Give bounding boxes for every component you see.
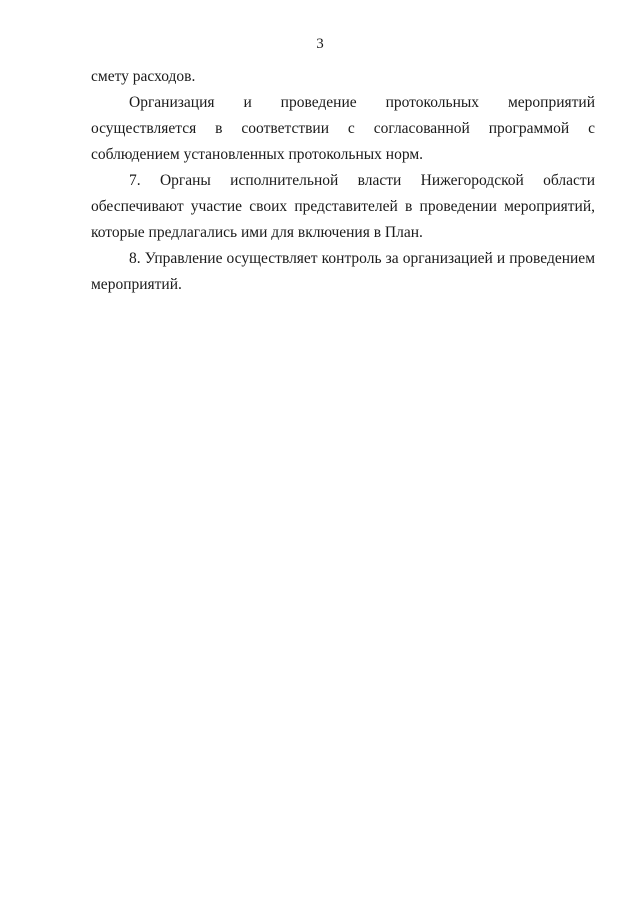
page-number: 3 [316, 36, 324, 52]
paragraph-protocol-events: Организация и проведение протокольных мероприятий осуществляется в соответствии с согласованной программой с соблюдением установленных протокольных норм. [91, 94, 595, 163]
paragraph-item-7: 7. Органы исполнительной власти Нижегородской области обеспечивают участие своих представителей в проведении мероприятий, которые предлагались ими для включения в План. [91, 172, 595, 241]
paragraph-item-8: 8. Управление осуществляет контроль за организацией и проведением мероприятий. [91, 250, 595, 293]
document-body [91, 64, 595, 298]
paragraph-continuation: смету расходов. [91, 68, 196, 85]
